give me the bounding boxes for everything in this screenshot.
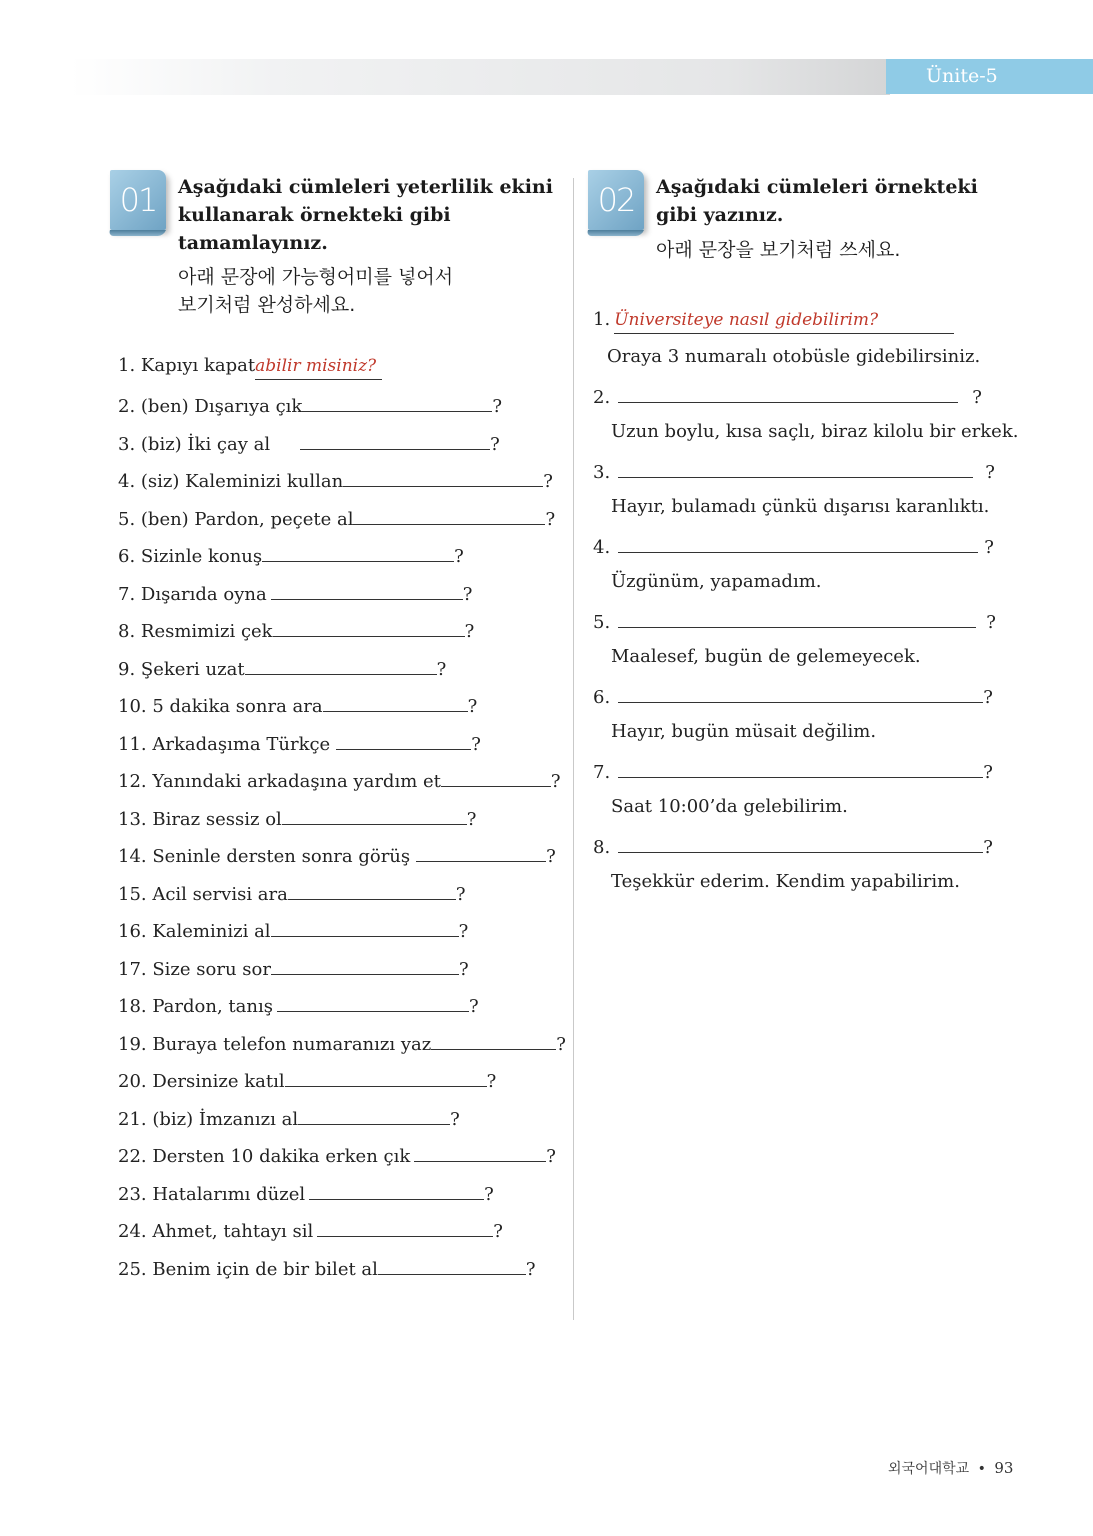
- exercise-prompt: 23. Hatalarımı düzel: [118, 1183, 306, 1205]
- exercise-prompt: 13. Biraz sessiz ol: [118, 808, 282, 830]
- question-mark: ?: [986, 612, 996, 633]
- answer-blank[interactable]: [323, 691, 468, 712]
- exercise-row: [118, 1029, 566, 1055]
- question-blank[interactable]: [618, 682, 983, 703]
- response-text: Uzun boylu, kısa saçlı, biraz kilolu bir erkek.: [611, 421, 1019, 442]
- question-mark: ?: [490, 433, 500, 455]
- exercise-row: [118, 429, 500, 455]
- question-mark: ?: [486, 1071, 497, 1092]
- question-mark: ?: [983, 837, 993, 858]
- question-row: [593, 682, 993, 708]
- instruction-line: gibi yazınız.: [656, 204, 784, 226]
- exercise-prompt: 6. Sizinle konuş: [118, 546, 263, 567]
- question-mark: ?: [983, 762, 993, 783]
- exercise-row: [118, 541, 464, 567]
- exercise-row: [118, 954, 469, 980]
- question-mark: ?: [556, 1033, 566, 1055]
- question-mark: ?: [984, 537, 994, 558]
- response-text: Hayır, bugün müsait değilim.: [611, 721, 877, 742]
- question-number: 6.: [593, 687, 611, 708]
- answer-blank[interactable]: [271, 916, 459, 937]
- question-mark: ?: [467, 696, 478, 717]
- question-blank[interactable]: [618, 457, 973, 478]
- question-mark: ?: [484, 1183, 494, 1205]
- column-divider: [573, 178, 574, 1320]
- question-mark: ?: [462, 583, 473, 605]
- school-name: 외국어대학교: [888, 1461, 970, 1477]
- answer-blank[interactable]: [441, 766, 551, 787]
- exercise-prompt: 19. Buraya telefon numaranızı yaz: [118, 1033, 432, 1055]
- question-mark: ?: [468, 996, 479, 1017]
- exercise-prompt: 16. Kaleminizi al: [118, 921, 271, 942]
- exercise-row: [118, 879, 466, 905]
- instruction-line: Aşağıdaki cümleleri yeterlilik ekini: [178, 176, 553, 198]
- question-row: [593, 457, 995, 483]
- answer-blank[interactable]: [317, 1216, 493, 1237]
- exercise-row: [118, 991, 479, 1017]
- question-row: [593, 757, 993, 783]
- exercise-row: [118, 691, 477, 717]
- response-text: Saat 10:00’da gelebilirim.: [611, 796, 848, 817]
- answer-blank[interactable]: [288, 879, 456, 900]
- question-mark: ?: [464, 621, 475, 642]
- exercise-row: [118, 916, 468, 942]
- question-mark: ?: [985, 462, 995, 483]
- question-mark: ?: [466, 808, 477, 830]
- unit-tab: Ünite-5: [886, 59, 1093, 94]
- question-mark: ?: [436, 658, 447, 680]
- question-blank[interactable]: [618, 607, 976, 628]
- exercise-row: [118, 579, 472, 605]
- question-mark: ?: [545, 508, 556, 530]
- question-number: 5.: [593, 612, 611, 633]
- question-row: [593, 382, 982, 408]
- question-mark: ?: [450, 1108, 460, 1130]
- exercise-1-example: [118, 353, 382, 379]
- question-blank[interactable]: [618, 532, 978, 553]
- exercise-prompt: 4. (siz) Kaleminizi kullan: [118, 471, 344, 492]
- question-mark: ?: [471, 733, 481, 755]
- question-mark: ?: [493, 1221, 503, 1242]
- exercise-1-badge: 01: [110, 170, 166, 230]
- answer-blank[interactable]: [300, 429, 490, 450]
- answer-blank[interactable]: [431, 1029, 556, 1050]
- exercise-2-example: [593, 307, 954, 333]
- exercise-prompt: 25. Benim için de bir bilet al: [118, 1258, 378, 1280]
- answer-blank[interactable]: [336, 729, 471, 750]
- answer-blank[interactable]: [285, 1066, 487, 1087]
- exercise-prompt: 17. Size soru sor: [118, 958, 271, 980]
- exercise-2-instruction: [656, 173, 978, 229]
- exercise-row: [118, 616, 474, 642]
- exercise-prompt: 3. (biz) İki çay al: [118, 433, 271, 455]
- exercise-prompt: 5. (ben) Pardon, peçete al: [118, 508, 354, 530]
- exercise-row: [118, 804, 476, 830]
- exercise-row: [118, 1179, 494, 1205]
- answer-blank[interactable]: [343, 466, 543, 487]
- question-number: 8.: [593, 837, 611, 858]
- exercise-prompt: 21. (biz) İmzanızı al: [118, 1108, 299, 1130]
- exercise-row: [118, 391, 502, 417]
- answer-blank[interactable]: [378, 1254, 526, 1275]
- exercise-row: [118, 729, 481, 755]
- question-mark: ?: [455, 883, 466, 905]
- exercise-row: [118, 504, 555, 530]
- exercise-prompt: 11. Arkadaşıma Türkçe: [118, 733, 331, 755]
- instruction-line: tamamlayınız.: [178, 232, 328, 254]
- instruction-ko-line: 아래 문장을 보기처럼 쓰세요.: [656, 239, 901, 261]
- question-mark: ?: [543, 471, 553, 492]
- question-blank[interactable]: [618, 832, 983, 853]
- exercise-row: [118, 654, 446, 680]
- question-row: [593, 607, 996, 633]
- instruction-line: kullanarak örnekteki gibi: [178, 204, 451, 226]
- exercise-prompt: 7. Dışarıda oyna: [118, 583, 267, 605]
- exercise-row: [118, 1254, 536, 1280]
- exercise-prompt: 10. 5 dakika sonra ara: [118, 696, 323, 717]
- exercise-prompt: 14. Seninle dersten sonra görüş: [118, 846, 411, 867]
- exercise-row: [118, 841, 556, 867]
- exercise-row: [118, 1066, 496, 1092]
- instruction-ko-line: 아래 문장에 가능형어미를 넣어서: [178, 266, 454, 288]
- exercise-prompt: 15. Acil servisi ara: [118, 883, 288, 905]
- exercise-row: [118, 1104, 460, 1130]
- answer-blank[interactable]: [302, 391, 492, 412]
- question-mark: ?: [458, 958, 469, 980]
- exercise-row: [118, 1141, 556, 1167]
- question-mark: ?: [546, 1146, 556, 1167]
- answer-blank[interactable]: [414, 1141, 546, 1162]
- instruction-line: Aşağıdaki cümleleri örnekteki: [656, 176, 978, 198]
- exercise-row: [118, 466, 553, 492]
- response-text: Üzgünüm, yapamadım.: [611, 571, 822, 592]
- exercise-1-instruction-ko: [178, 263, 453, 319]
- exercise-2-badge: 02: [588, 170, 644, 230]
- question-row: [593, 832, 993, 858]
- response-text: Maalesef, bugün de gelemeyecek.: [611, 646, 921, 667]
- question-mark: ?: [546, 846, 556, 867]
- question-number: 2.: [593, 387, 611, 408]
- answer-blank[interactable]: [273, 616, 465, 637]
- answer-blank[interactable]: [262, 541, 454, 562]
- exercise-prompt: 2. (ben) Dışarıya çık: [118, 396, 303, 417]
- question-number: 4.: [593, 537, 611, 558]
- exercise-prompt: 22. Dersten 10 dakika erken çık: [118, 1146, 411, 1167]
- exercise-row: [118, 766, 561, 792]
- answer-blank[interactable]: [277, 991, 469, 1012]
- answer-blank[interactable]: [271, 954, 459, 975]
- exercise-prompt: 18. Pardon, tanış: [118, 996, 273, 1017]
- question-row: [593, 532, 994, 558]
- footer-separator: •: [977, 1461, 986, 1477]
- example-question: Üniversiteye nasıl gidebilirim?: [614, 307, 954, 334]
- instruction-ko-line: 보기처럼 완성하세요.: [178, 294, 356, 316]
- question-mark: ?: [983, 687, 993, 708]
- exercise-prompt: 24. Ahmet, tahtayı sil: [118, 1221, 314, 1242]
- exercise-row: [118, 1216, 503, 1242]
- answer-blank[interactable]: [309, 1179, 484, 1200]
- answer-blank[interactable]: [245, 654, 437, 675]
- answer-blank[interactable]: [416, 841, 546, 862]
- exercise-prompt: 12. Yanındaki arkadaşına yardım et: [118, 771, 441, 792]
- answer-blank[interactable]: [271, 579, 463, 600]
- exercise-2-instruction-ko: [656, 236, 900, 264]
- exercise-1-instruction: [178, 173, 553, 257]
- exercise-prompt: 20. Dersinize katıl: [118, 1071, 285, 1092]
- question-mark: ?: [454, 546, 464, 567]
- example-prefix: 1. Kapıyı kapat: [118, 355, 256, 376]
- response-text: Hayır, bulamadı çünkü dışarısı karanlıktı.: [611, 496, 990, 517]
- example-answer: abilir misiniz?: [255, 353, 382, 380]
- page-number: 93: [994, 1459, 1014, 1477]
- question-mark: ?: [550, 771, 561, 792]
- example-response: Oraya 3 numaralı otobüsle gidebilirsiniz.: [607, 346, 981, 367]
- exercise-prompt: 9. Şekeri uzat: [118, 658, 245, 680]
- question-mark: ?: [972, 387, 982, 408]
- exercise-prompt: 8. Resmimizi çek: [118, 621, 273, 642]
- question-mark: ?: [525, 1258, 536, 1280]
- question-blank[interactable]: [618, 382, 958, 403]
- example-number: 1.: [593, 309, 611, 330]
- question-blank[interactable]: [618, 757, 983, 778]
- answer-blank[interactable]: [353, 504, 545, 525]
- page-footer: [888, 1458, 1013, 1478]
- answer-blank[interactable]: [298, 1104, 450, 1125]
- answer-blank[interactable]: [282, 804, 467, 825]
- question-mark: ?: [458, 921, 469, 942]
- question-mark: ?: [492, 396, 502, 417]
- question-number: 3.: [593, 462, 611, 483]
- question-number: 7.: [593, 762, 611, 783]
- header-bar: [70, 59, 890, 95]
- response-text: Teşekkür ederim. Kendim yapabilirim.: [611, 871, 960, 892]
